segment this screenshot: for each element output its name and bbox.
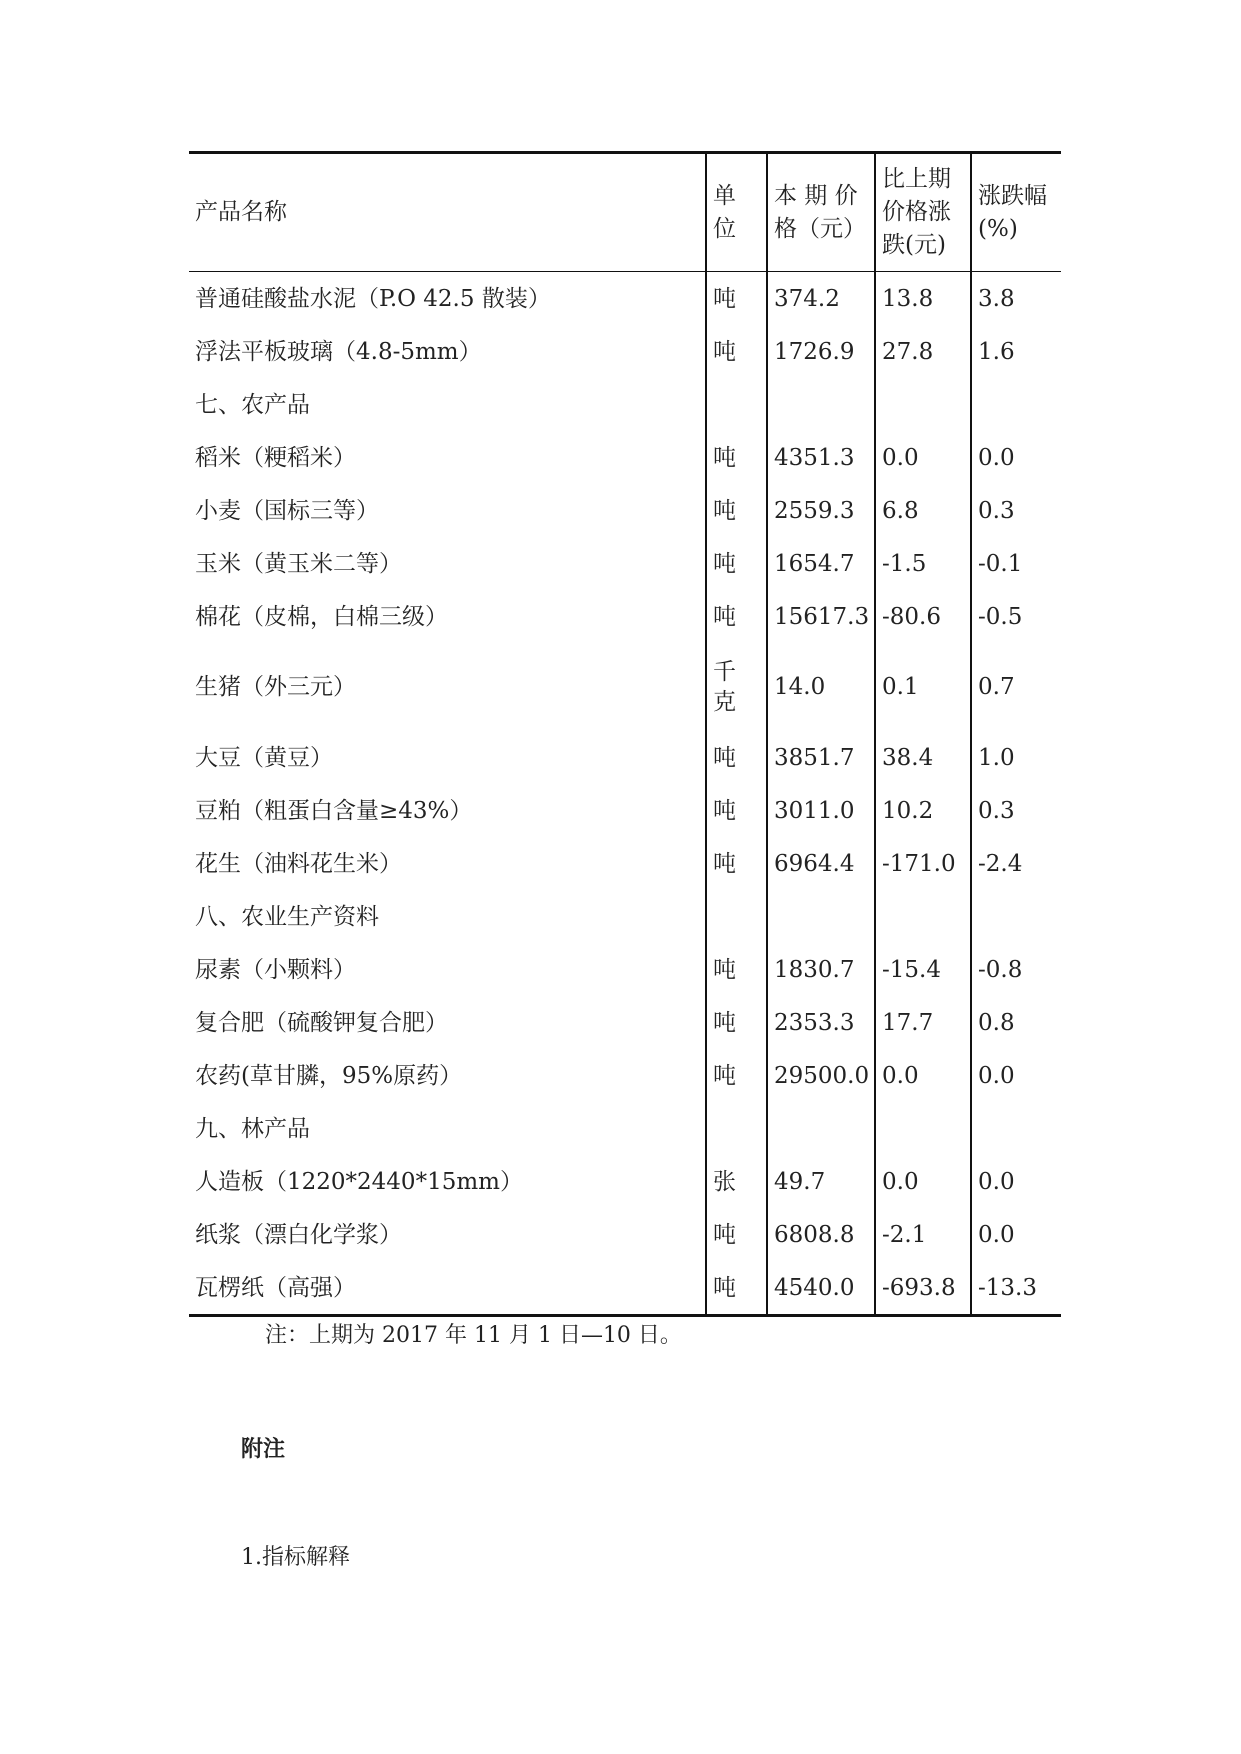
current-price: 3851.7	[767, 731, 875, 784]
change-percent: 0.0	[971, 1049, 1061, 1102]
change-percent: 1.0	[971, 731, 1061, 784]
empty-cell	[706, 1102, 767, 1155]
current-price: 4351.3	[767, 431, 875, 484]
product-name: 纸浆（漂白化学浆）	[195, 1221, 402, 1248]
product-name: 花生（油料花生米）	[195, 850, 402, 877]
table-row	[189, 643, 1061, 731]
current-price: 374.2	[767, 272, 875, 326]
unit-cell: 吨	[706, 784, 767, 837]
price-change: 17.7	[875, 996, 971, 1049]
product-name: 普通硅酸盐水泥（P.O 42.5 散装）	[195, 285, 551, 312]
unit-cell: 吨	[706, 325, 767, 378]
table-row	[189, 731, 1061, 784]
unit-cell: 吨	[706, 943, 767, 996]
change-percent: -0.5	[971, 590, 1061, 643]
header-product-name: 产品名称	[195, 199, 287, 225]
unit-cell: 吨	[706, 731, 767, 784]
product-name: 豆粕（粗蛋白含量≥43%）	[195, 797, 473, 824]
table-header-row	[189, 153, 1061, 272]
empty-cell	[875, 1102, 971, 1155]
price-change: 27.8	[875, 325, 971, 378]
unit-cell: 吨	[706, 1208, 767, 1261]
change-percent: -2.4	[971, 837, 1061, 890]
current-price: 1654.7	[767, 537, 875, 590]
price-change: -171.0	[875, 837, 971, 890]
change-percent: 0.3	[971, 484, 1061, 537]
current-price: 29500.0	[767, 1049, 875, 1102]
price-change: 6.8	[875, 484, 971, 537]
table-row	[189, 1208, 1061, 1261]
unit-cell: 吨	[706, 537, 767, 590]
current-price: 3011.0	[767, 784, 875, 837]
category-name: 九、林产品	[195, 1115, 310, 1142]
change-percent: -0.8	[971, 943, 1061, 996]
table-row	[189, 996, 1061, 1049]
price-change: 10.2	[875, 784, 971, 837]
table-body	[189, 272, 1061, 1316]
product-name: 稻米（粳稻米）	[195, 444, 356, 471]
table-row	[189, 484, 1061, 537]
current-price: 4540.0	[767, 1261, 875, 1316]
header-current-price: 本 期 价 格（元）	[767, 153, 875, 272]
change-percent: 0.0	[971, 1155, 1061, 1208]
table-row	[189, 537, 1061, 590]
empty-cell	[875, 890, 971, 943]
header-price-change: 比上期 价格涨 跌(元)	[875, 153, 971, 272]
price-change: -693.8	[875, 1261, 971, 1316]
product-name: 尿素（小颗料）	[195, 956, 356, 983]
price-change: 0.1	[875, 643, 971, 731]
unit-cell: 吨	[706, 431, 767, 484]
change-percent: 0.0	[971, 1208, 1061, 1261]
current-price: 2559.3	[767, 484, 875, 537]
table-row	[189, 325, 1061, 378]
appendix-subsection-title: 1.指标解释	[241, 1545, 350, 1570]
empty-cell	[971, 1102, 1061, 1155]
empty-cell	[767, 378, 875, 431]
change-percent: -0.1	[971, 537, 1061, 590]
product-name: 浮法平板玻璃（4.8-5mm）	[195, 338, 482, 365]
header-unit: 单 位	[706, 153, 767, 272]
current-price: 1726.9	[767, 325, 875, 378]
current-price: 6808.8	[767, 1208, 875, 1261]
appendix-title: 附注	[241, 1436, 286, 1462]
product-name: 大豆（黄豆）	[195, 744, 333, 771]
unit-cell: 吨	[706, 996, 767, 1049]
table-row	[189, 272, 1061, 326]
price-change: 0.0	[875, 1155, 971, 1208]
empty-cell	[706, 378, 767, 431]
product-name: 玉米（黄玉米二等）	[195, 550, 402, 577]
header-change-percent: 涨跌幅 (%)	[971, 153, 1061, 272]
current-price: 14.0	[767, 643, 875, 731]
category-row	[189, 890, 1061, 943]
product-name: 生猪（外三元）	[195, 674, 356, 700]
product-name: 瓦楞纸（高强）	[195, 1274, 356, 1301]
current-price: 15617.3	[767, 590, 875, 643]
category-row	[189, 1102, 1061, 1155]
price-change: 0.0	[875, 1049, 971, 1102]
product-name: 复合肥（硫酸钾复合肥）	[195, 1009, 448, 1036]
change-percent: 0.3	[971, 784, 1061, 837]
category-name: 八、农业生产资料	[195, 903, 379, 930]
price-change: -1.5	[875, 537, 971, 590]
change-percent: 0.7	[971, 643, 1061, 731]
table-note: 注：上期为 2017 年 11 月 1 日—10 日。	[265, 1323, 682, 1348]
product-name: 人造板（1220*2440*15mm）	[195, 1168, 523, 1195]
price-change: -15.4	[875, 943, 971, 996]
unit-cell: 吨	[706, 837, 767, 890]
table-row	[189, 837, 1061, 890]
change-percent: 0.8	[971, 996, 1061, 1049]
table-row	[189, 431, 1061, 484]
unit-cell: 吨	[706, 1261, 767, 1316]
current-price: 49.7	[767, 1155, 875, 1208]
price-change: 13.8	[875, 272, 971, 326]
unit-cell: 张	[706, 1155, 767, 1208]
product-name: 小麦（国标三等）	[195, 497, 379, 524]
current-price: 1830.7	[767, 943, 875, 996]
table-row	[189, 1155, 1061, 1208]
price-change: -2.1	[875, 1208, 971, 1261]
category-name: 七、农产品	[195, 391, 310, 418]
price-table	[189, 151, 1061, 1317]
table-row	[189, 1049, 1061, 1102]
empty-cell	[971, 378, 1061, 431]
price-change: 0.0	[875, 431, 971, 484]
empty-cell	[971, 890, 1061, 943]
current-price: 6964.4	[767, 837, 875, 890]
price-change: 38.4	[875, 731, 971, 784]
current-price: 2353.3	[767, 996, 875, 1049]
change-percent: 1.6	[971, 325, 1061, 378]
change-percent: 0.0	[971, 431, 1061, 484]
empty-cell	[767, 890, 875, 943]
unit-cell: 千 克	[706, 643, 767, 731]
change-percent: 3.8	[971, 272, 1061, 326]
table-row	[189, 943, 1061, 996]
empty-cell	[875, 378, 971, 431]
product-name: 农药(草甘膦，95%原药）	[195, 1062, 463, 1089]
change-percent: -13.3	[971, 1261, 1061, 1316]
table-row	[189, 784, 1061, 837]
table-row	[189, 590, 1061, 643]
unit-cell: 吨	[706, 272, 767, 326]
unit-cell: 吨	[706, 484, 767, 537]
table-row	[189, 1261, 1061, 1316]
unit-cell: 吨	[706, 1049, 767, 1102]
unit-cell: 吨	[706, 590, 767, 643]
price-change: -80.6	[875, 590, 971, 643]
empty-cell	[706, 890, 767, 943]
empty-cell	[767, 1102, 875, 1155]
category-row	[189, 378, 1061, 431]
product-name: 棉花（皮棉，白棉三级）	[195, 603, 448, 630]
